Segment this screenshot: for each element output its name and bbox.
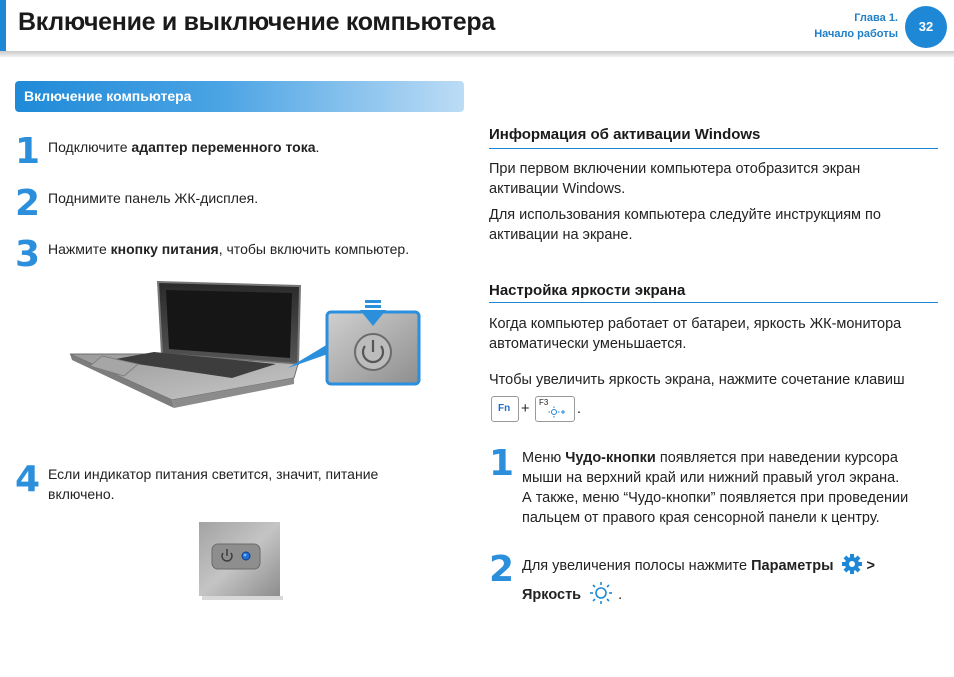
- step-number: 1: [489, 443, 515, 484]
- text-bold: Параметры: [751, 558, 834, 574]
- fn-key-label: Fn: [498, 403, 511, 414]
- plus-sign: +: [521, 401, 530, 417]
- step-number: 2: [489, 549, 515, 590]
- step-text-bold: адаптер переменного тока: [131, 139, 316, 155]
- f3-brightness-key-icon: [535, 396, 575, 422]
- activation-heading: Информация об активации Windows: [489, 126, 761, 143]
- text-line: активации на экране.: [489, 227, 633, 243]
- step-number: 3: [15, 234, 41, 275]
- period: .: [577, 401, 582, 417]
- text-line: При первом включении компьютера отобразится экран: [489, 161, 861, 177]
- page-title: Включение и выключение компьютера: [18, 8, 495, 36]
- heading-rule: [489, 148, 938, 149]
- step-text: [522, 553, 875, 576]
- step-text-part: , чтобы включить компьютер.: [218, 241, 410, 257]
- step-text: [522, 448, 908, 528]
- brightness-sun-icon: [588, 581, 614, 605]
- text-bold: Чудо-кнопки: [565, 450, 656, 466]
- step-text: [48, 464, 378, 504]
- f3-key-label: F3: [539, 398, 549, 407]
- brightness-heading: Настройка яркости экрана: [489, 282, 686, 299]
- step-number: 4: [15, 459, 41, 500]
- text-part: Меню: [522, 450, 566, 466]
- text-line: пальцем от правого края сенсорной панели к центру.: [522, 510, 880, 526]
- power-indicator-image: [199, 522, 283, 600]
- text-line: активации Windows.: [489, 181, 626, 197]
- heading-rule: [489, 302, 938, 303]
- step-text: [48, 239, 409, 259]
- brightness-paragraph-1: [489, 314, 901, 354]
- step-number: 1: [15, 131, 41, 172]
- laptop-illustration: [62, 278, 432, 438]
- text-line: мыши на верхний край или нижний правый угол экрана.: [522, 470, 900, 486]
- activation-paragraph-2: [489, 205, 881, 245]
- step-text-part: .: [315, 139, 320, 155]
- step-text-part: Нажмите: [48, 241, 111, 257]
- settings-gear-icon: [841, 553, 863, 575]
- step-text-part: Подключите: [48, 139, 132, 155]
- brightness-paragraph-2: Чтобы увеличить яркость экрана, нажмите сочетание клавиш: [489, 372, 905, 388]
- text-arrow: >: [866, 558, 875, 574]
- header-accent-bar: [0, 0, 6, 52]
- header-divider: [0, 51, 954, 57]
- text-line: А также, меню “Чудо-кнопки” появляется при проведении: [522, 490, 909, 506]
- text-line: [522, 448, 908, 468]
- fn-key-icon: [491, 396, 519, 422]
- step-text-line: Если индикатор питания светится, значит, питание: [48, 466, 379, 482]
- sun-small-icon: [548, 405, 566, 419]
- text-part: появляется при наведении курсора: [655, 450, 898, 466]
- text-line: Когда компьютер работает от батареи, яркость ЖК-монитора: [489, 316, 902, 332]
- activation-paragraph-1: [489, 159, 860, 199]
- text-bold: Яркость: [522, 587, 582, 603]
- section-title: Включение компьютера: [24, 88, 192, 104]
- chapter-name: Начало работы: [814, 28, 898, 40]
- step-text-line: включено.: [48, 486, 115, 502]
- step-text-continued: [522, 581, 622, 605]
- step-text: Поднимите панель ЖК-дисплея.: [48, 190, 259, 206]
- text-line: автоматически уменьшается.: [489, 336, 687, 352]
- text-line: Для использования компьютера следуйте инструкциям по: [489, 207, 881, 223]
- chapter-label: Глава 1.: [854, 12, 898, 24]
- text-part: Для увеличения полосы нажмите: [522, 558, 752, 574]
- period: .: [618, 587, 623, 603]
- step-text-bold: кнопку питания: [110, 241, 219, 257]
- step-text: [48, 137, 319, 157]
- page-number-badge: 32: [905, 6, 947, 48]
- step-number: 2: [15, 183, 41, 224]
